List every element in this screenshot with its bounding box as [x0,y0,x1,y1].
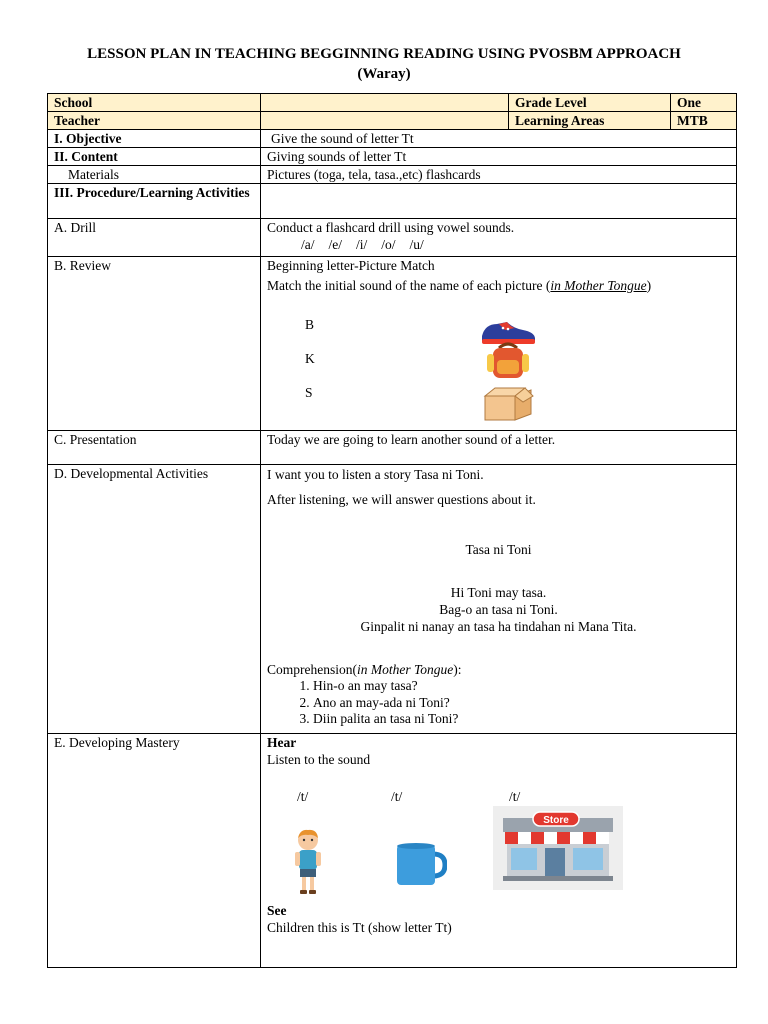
question-item: 1. Hin-o an may tasa? [313,678,730,695]
school-label: School [48,94,261,112]
comprehension-emphasis: in Mother Tongue [357,662,454,677]
materials-row [48,166,737,184]
see-text: Children this is Tt (show letter Tt) [267,920,452,935]
boy-icon [293,828,323,896]
mother-tongue-emphasis: in Mother Tongue [550,278,647,293]
developmental-line-1: I want you to listen a story Tasa ni Toni. [267,467,484,482]
developmental-label: D. Developmental Activities [48,465,261,734]
backpack-icon [485,340,531,380]
story-line-2: Bag-o an tasa ni Toni. [439,602,558,617]
comprehension-questions [267,678,730,728]
school-value [261,94,509,112]
developmental-row [48,465,737,734]
content-label: II. Content [48,148,261,166]
title-line-2: (Waray) [357,66,411,82]
story-title: Tasa ni Toni [465,542,532,557]
hear-label: Hear [267,735,297,750]
letter-b: B [305,317,315,332]
vowel-u: /u/ [409,237,424,252]
letter-s: S [305,385,313,400]
teacher-value [261,112,509,130]
mastery-label: E. Developing Mastery [48,734,261,968]
vowel-i: /i/ [356,237,368,252]
content-row [48,148,737,166]
review-row [48,257,737,431]
question-item: 2. Ano an may-ada ni Toni? [313,695,730,712]
objective-row [48,130,737,148]
grade-level-label: Grade Level [509,94,671,112]
vowel-a: /a/ [301,237,315,252]
drill-label: A. Drill [48,219,261,257]
review-line-1: Beginning letter-Picture Match [267,258,435,273]
teacher-row [48,112,737,130]
presentation-text: Today we are going to learn another sound of a letter. [261,431,737,465]
lesson-plan-table [47,93,737,968]
story-line-1: Hi Toni may tasa. [450,585,547,600]
letter-picture-match [267,294,730,406]
sound-t-2: /t/ [391,789,403,804]
hear-text: Listen to the sound [267,752,371,767]
drill-text: Conduct a flashcard drill using vowel sounds. [267,220,515,235]
sound-t-3: /t/ [509,789,521,804]
review-label: B. Review [48,257,261,431]
presentation-row [48,431,737,465]
store-sign-text: Store [543,815,569,826]
learning-areas-value: MTB [671,112,737,130]
question-item: 3. Diin palita an tasa ni Toni? [313,711,730,728]
vowel-o: /o/ [381,237,396,252]
story-line-3: Ginpalit ni nanay an tasa ha tindahan ni Mana Tita. [360,619,637,634]
sound-pictures [267,806,730,896]
drill-row [48,219,737,257]
presentation-label: C. Presentation [48,431,261,465]
learning-areas-label: Learning Areas [509,112,671,130]
materials-text: Pictures (toga, tela, tasa.,etc) flashcards [261,166,737,184]
cup-icon [395,842,447,888]
objective-text: Give the sound of letter Tt [261,130,737,148]
review-line-2: Match the initial sound of the name of each picture (in Mother Tongue) [267,278,652,293]
procedure-row [48,184,737,219]
teacher-label: Teacher [48,112,261,130]
letter-k: K [305,351,315,366]
see-label: See [267,903,287,918]
document-title [0,44,768,84]
content-text: Giving sounds of letter Tt [261,148,737,166]
procedure-label: III. Procedure/Learning Activities [48,184,261,219]
school-row [48,94,737,112]
objective-label: I. Objective [48,130,261,148]
title-line-1: LESSON PLAN IN TEACHING BEGGINNING READING USING PVOSBM APPROACH [87,46,681,62]
developmental-line-2: After listening, we will answer questions about it. [267,492,536,507]
sound-t-1: /t/ [297,789,309,804]
vowel-e: /e/ [328,237,342,252]
store-icon [493,806,623,890]
materials-label: Materials [48,166,261,184]
comprehension-heading: Comprehension(in Mother Tongue): [267,662,462,677]
grade-level-value: One [671,94,737,112]
mastery-row [48,734,737,968]
sound-list [267,768,730,806]
box-icon [481,386,535,422]
vowel-list [267,236,730,253]
